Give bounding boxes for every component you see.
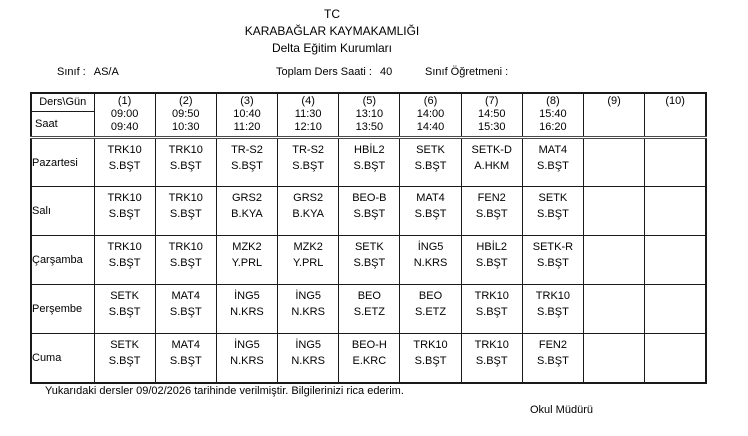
lesson-cell — [584, 138, 645, 187]
corner-saat-label: Saat — [35, 118, 58, 130]
subject-code: TR-S2 — [231, 144, 263, 156]
lesson-cell — [278, 285, 339, 334]
period-header-2 — [155, 93, 216, 138]
subject-code: MAT4 — [538, 144, 568, 156]
period-start-time: 14:00 — [416, 108, 445, 120]
teacher-code: S.BŞT — [231, 160, 263, 172]
day-row — [31, 285, 706, 334]
period-end-time — [584, 121, 644, 134]
class-teacher-field — [425, 66, 516, 78]
subject-code: MAT4 — [171, 339, 201, 351]
day-name: Salı — [31, 187, 94, 236]
period-number: (7) — [484, 95, 499, 107]
lesson-cell — [400, 138, 461, 187]
lesson-cell — [645, 187, 706, 236]
day-row — [31, 334, 706, 383]
teacher-code: S.BŞT — [108, 355, 141, 367]
period-start-time: 14:50 — [477, 108, 506, 120]
subject-code: TRK10 — [107, 241, 142, 253]
teacher-code: Y.PRL — [292, 257, 324, 269]
lesson-cell — [461, 236, 522, 285]
teacher-code: S.BŞT — [292, 160, 325, 172]
subject-code: SETK — [416, 144, 445, 156]
period-header-5 — [339, 93, 400, 138]
period-start-time — [584, 108, 644, 121]
lesson-cell — [400, 334, 461, 383]
teacher-code: S.BŞT — [475, 355, 508, 367]
teacher-code: N.KRS — [291, 355, 325, 367]
lesson-cell — [584, 236, 645, 285]
day-row — [31, 138, 706, 187]
lesson-cell — [522, 236, 583, 285]
period-start-time: 09:00 — [110, 108, 139, 120]
class-value: AS/A — [93, 66, 119, 78]
lesson-cell — [461, 138, 522, 187]
teacher-code: N.KRS — [230, 355, 264, 367]
total-hours-value: 40 — [379, 66, 393, 78]
lesson-cell — [216, 285, 277, 334]
period-number: (6) — [423, 95, 438, 107]
day-row — [31, 236, 706, 285]
period-header-10 — [645, 93, 706, 138]
subject-code: SETK-R — [532, 241, 574, 253]
subject-code: SETK — [354, 241, 384, 253]
period-header-9 — [584, 93, 645, 138]
lesson-cell — [155, 334, 216, 383]
teacher-code: N.KRS — [230, 306, 264, 318]
teacher-code: A.HKM — [474, 160, 510, 172]
lesson-cell — [584, 187, 645, 236]
teacher-code: S.BŞT — [537, 257, 569, 269]
teacher-code: S.BŞT — [169, 257, 202, 269]
period-number: (2) — [179, 95, 193, 107]
period-start-time: 09:50 — [172, 108, 200, 120]
teacher-code: E.KRC — [352, 355, 387, 367]
teacher-code: N.KRS — [413, 257, 448, 269]
teacher-code: S.BŞT — [353, 160, 386, 172]
lesson-cell — [339, 334, 400, 383]
period-header-7 — [461, 93, 522, 138]
teacher-code: S.BŞT — [414, 208, 447, 220]
period-end-time: 15:30 — [477, 121, 506, 133]
timetable — [30, 92, 707, 384]
lesson-cell — [339, 236, 400, 285]
teacher-code: S.BŞT — [537, 306, 569, 318]
period-header-1 — [94, 93, 155, 138]
lesson-cell — [216, 334, 277, 383]
day-name: Perşembe — [31, 285, 94, 334]
title-tc: TC — [324, 7, 340, 21]
subject-code: BEO — [357, 290, 381, 302]
lesson-cell — [645, 236, 706, 285]
lesson-cell — [400, 236, 461, 285]
subject-code: TRK10 — [168, 192, 203, 204]
corner-ders-gun-label: Ders\Gün — [32, 94, 94, 112]
period-start-time: 10:40 — [233, 108, 261, 120]
subject-code: TRK10 — [535, 290, 571, 302]
lesson-cell — [94, 285, 155, 334]
timetable-header-row — [31, 93, 706, 138]
period-end-time — [645, 121, 705, 134]
lesson-cell — [461, 285, 522, 334]
lesson-cell — [339, 138, 400, 187]
subject-code: İNG5 — [234, 290, 260, 302]
subject-code: MZK2 — [293, 241, 323, 253]
lesson-cell — [278, 334, 339, 383]
total-hours-label: Toplam Ders Saati : — [276, 66, 372, 78]
subject-code: HBİL2 — [476, 241, 507, 253]
period-number: (10) — [665, 95, 685, 107]
subject-code: SETK — [538, 192, 568, 204]
teacher-code: S.BŞT — [169, 160, 202, 172]
subject-code: İNG5 — [295, 339, 321, 351]
title-district: KARABAĞLAR KAYMAKAMLIĞI — [244, 24, 420, 38]
lesson-cell — [645, 334, 706, 383]
subject-code: TR-S2 — [292, 144, 325, 156]
period-number: (5) — [362, 95, 377, 107]
class-field — [57, 66, 119, 78]
subject-code: İNG5 — [295, 290, 321, 302]
subject-code: BEO-B — [352, 192, 387, 204]
lesson-cell — [155, 138, 216, 187]
teacher-code: S.ETZ — [414, 306, 447, 318]
period-end-time: 10:30 — [172, 121, 200, 133]
period-number: (1) — [117, 95, 132, 107]
teacher-code: Y.PRL — [231, 257, 263, 269]
period-start-time — [645, 108, 705, 121]
subject-code: BEO — [418, 290, 443, 302]
lesson-cell — [400, 187, 461, 236]
teacher-code: S.BŞT — [475, 306, 508, 318]
subject-code: MAT4 — [171, 290, 201, 302]
subject-code: BEO-H — [351, 339, 387, 351]
period-number: (8) — [546, 95, 560, 107]
teacher-code: S.BŞT — [108, 208, 141, 220]
teacher-code: B.KYA — [292, 208, 324, 220]
lesson-cell — [522, 187, 583, 236]
day-name: Çarşamba — [31, 236, 94, 285]
teacher-code: S.BŞT — [169, 306, 202, 318]
lesson-cell — [94, 187, 155, 236]
teacher-code: S.BŞT — [169, 355, 202, 367]
teacher-code: S.BŞT — [169, 208, 202, 220]
teacher-code: S.ETZ — [353, 306, 385, 318]
subject-code: TRK10 — [107, 192, 142, 204]
teacher-code: S.BŞT — [537, 160, 569, 172]
teacher-code: S.BŞT — [353, 208, 386, 220]
period-start-time: 13:10 — [355, 108, 384, 120]
teacher-code: S.BŞT — [108, 160, 141, 172]
period-end-time: 16:20 — [539, 121, 567, 133]
lesson-cell — [278, 236, 339, 285]
period-end-time: 13:50 — [355, 121, 384, 133]
teacher-code: S.BŞT — [108, 306, 141, 318]
subject-code: MZK2 — [232, 241, 262, 253]
lesson-cell — [584, 285, 645, 334]
period-end-time: 12:10 — [294, 121, 322, 133]
period-end-time: 14:40 — [416, 121, 445, 133]
lesson-cell — [94, 236, 155, 285]
lesson-cell — [278, 138, 339, 187]
period-number: (4) — [301, 95, 315, 107]
subject-code: GRS2 — [293, 192, 324, 204]
lesson-cell — [155, 285, 216, 334]
lesson-cell — [94, 334, 155, 383]
lesson-cell — [155, 187, 216, 236]
document-title-block — [0, 6, 664, 57]
lesson-cell — [522, 285, 583, 334]
lesson-cell — [278, 187, 339, 236]
teacher-code: B.KYA — [231, 208, 263, 220]
teacher-code: S.BŞT — [108, 257, 141, 269]
class-teacher-label: Sınıf Öğretmeni : — [425, 66, 509, 78]
subject-code: İNG5 — [234, 339, 260, 351]
title-institution: Delta Eğitim Kurumları — [271, 41, 393, 55]
day-name: Cuma — [31, 334, 94, 383]
lesson-cell — [461, 334, 522, 383]
lesson-cell — [216, 187, 277, 236]
period-header-3 — [216, 93, 277, 138]
subject-code: FEN2 — [477, 192, 506, 204]
period-number: (9) — [607, 95, 621, 107]
period-number: (3) — [240, 95, 254, 107]
period-start-time: 11:30 — [294, 108, 322, 120]
subject-code: TRK10 — [168, 241, 203, 253]
day-name: Pazartesi — [31, 138, 94, 187]
footer-note: Yukarıdaki dersler 09/02/2026 tarihinde verilmiştir. Bilgilerinizi rica ederim. — [45, 385, 404, 397]
period-end-time: 11:20 — [233, 121, 261, 133]
total-hours-field — [276, 66, 392, 78]
period-header-8 — [522, 93, 583, 138]
lesson-cell — [400, 285, 461, 334]
signature-title: Okul Müdürü — [530, 404, 593, 416]
lesson-cell — [645, 285, 706, 334]
lesson-cell — [339, 285, 400, 334]
subject-code: FEN2 — [538, 339, 567, 351]
lesson-cell — [461, 187, 522, 236]
lesson-cell — [645, 138, 706, 187]
subject-code: İNG5 — [417, 241, 444, 253]
subject-code: TRK10 — [413, 339, 448, 351]
subject-code: TRK10 — [474, 290, 509, 302]
teacher-code: N.KRS — [291, 306, 325, 318]
lesson-cell — [584, 334, 645, 383]
period-header-4 — [278, 93, 339, 138]
lesson-cell — [339, 187, 400, 236]
teacher-code: S.BŞT — [475, 208, 508, 220]
lesson-cell — [522, 334, 583, 383]
subject-code: GRS2 — [231, 192, 262, 204]
teacher-code: S.BŞT — [537, 355, 569, 367]
period-start-time: 15:40 — [539, 108, 567, 120]
teacher-code: S.BŞT — [414, 160, 447, 172]
lesson-cell — [522, 138, 583, 187]
teacher-code: S.BŞT — [537, 208, 569, 220]
teacher-code: S.BŞT — [414, 355, 447, 367]
day-row — [31, 187, 706, 236]
subject-code: TRK10 — [168, 144, 203, 156]
corner-cell — [31, 93, 94, 138]
subject-code: HBİL2 — [354, 144, 385, 156]
subject-code: TRK10 — [107, 144, 142, 156]
subject-code: MAT4 — [416, 192, 445, 204]
subject-code: SETK — [110, 290, 139, 302]
teacher-code: S.BŞT — [353, 257, 386, 269]
period-header-6 — [400, 93, 461, 138]
period-end-time: 09:40 — [110, 121, 139, 133]
class-label: Sınıf : — [57, 66, 86, 78]
subject-code: SETK — [110, 339, 139, 351]
teacher-code: S.BŞT — [475, 257, 508, 269]
lesson-cell — [155, 236, 216, 285]
lesson-cell — [216, 236, 277, 285]
subject-code: SETK-D — [471, 144, 512, 156]
timetable-body — [31, 93, 706, 383]
lesson-cell — [94, 138, 155, 187]
subject-code: TRK10 — [474, 339, 509, 351]
lesson-cell — [216, 138, 277, 187]
